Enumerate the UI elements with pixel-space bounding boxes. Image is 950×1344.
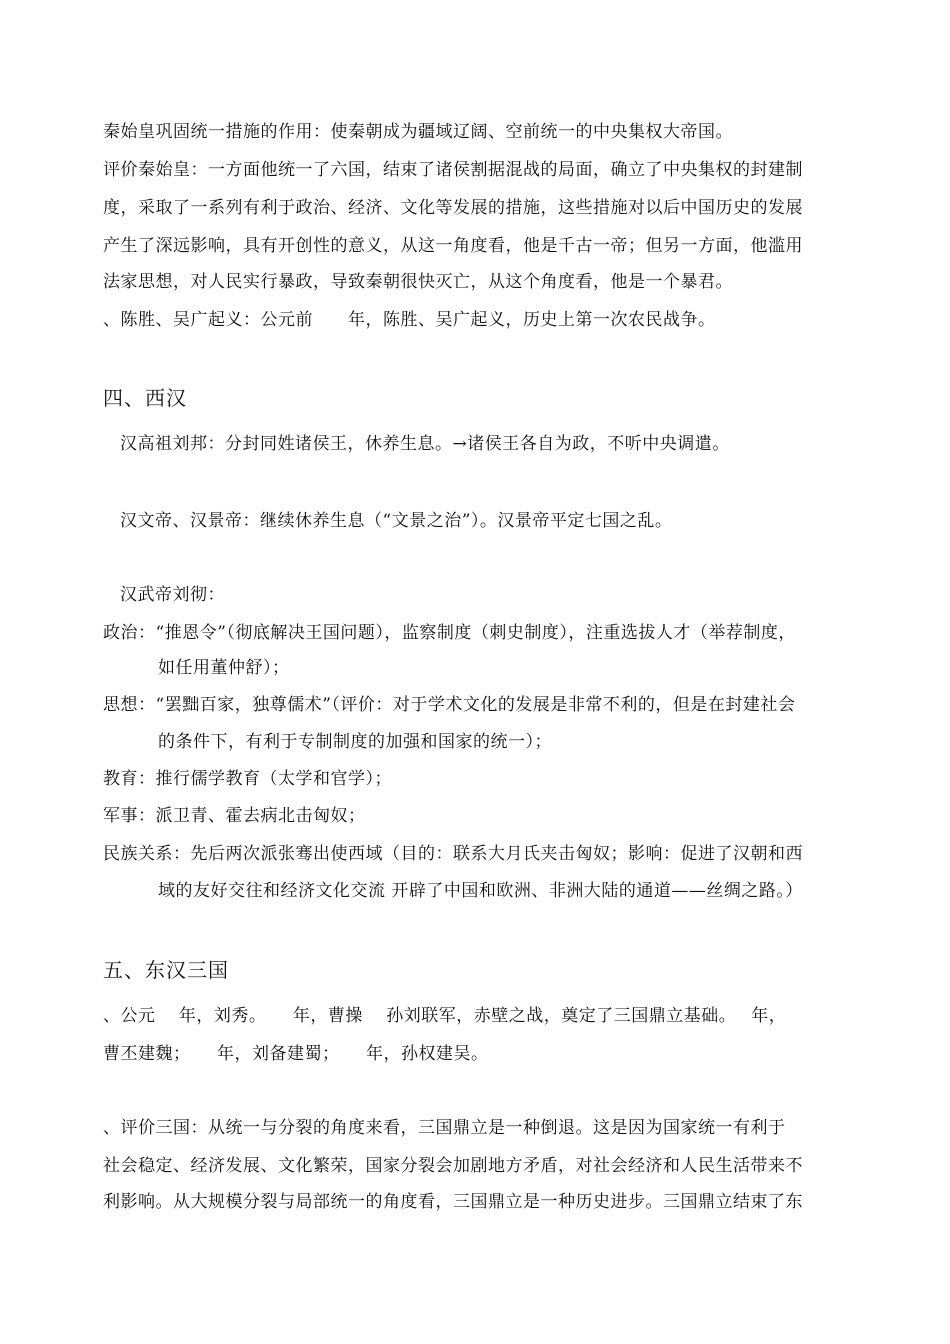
wudi-politics-line-1: 政治：“推恩令”（彻底解决王国问题），监察制度（刺史制度），注重选拔人才（举荐制度， — [103, 623, 796, 643]
section-heading-western-han: 四、西汉 — [103, 386, 187, 410]
wudi-politics-line-2: 如任用董仲舒）； — [158, 658, 290, 678]
qin-evaluation-line-4: 法家思想，对人民实行暴政，导致秦朝很快灭亡，从这个角度看，他是一个暴君。 — [103, 272, 733, 292]
three-kingdoms-evaluation-line-3: 利影响。从大规模分裂与局部统一的角度看，三国鼎立是一种历史进步。三国鼎立结束了东 — [103, 1192, 803, 1212]
wudi-military: 军事：派卫青、霍去病北击匈奴； — [103, 806, 366, 826]
wudi-thought-line-2: 的条件下，有利于专制制度的加强和国家的统一）； — [158, 732, 552, 752]
qin-measures-effect: 秦始皇巩固统一措施的作用：使秦朝成为疆域辽阔、空前统一的中央集权大帝国。 — [103, 122, 733, 142]
qin-evaluation-line-1: 评价秦始皇：一方面他统一了六国，结束了诸侯割据混战的局面，确立了中央集权的封建制 — [103, 160, 803, 180]
wudi-ethnic-line-2: 域的友好交往和经济文化交流 开辟了中国和欧洲、非洲大陆的通道——丝绸之路。） — [158, 881, 803, 901]
chen-wu-uprising: 、陈胜、吴广起义：公元前 年，陈胜、吴广起义，历史上第一次农民战争。 — [103, 310, 716, 330]
three-kingdoms-timeline-line-2: 曹丕建魏； 年，刘备建蜀； 年，孙权建吴。 — [103, 1044, 489, 1064]
three-kingdoms-evaluation-line-2: 社会稳定、经济发展、文化繁荣，国家分裂会加剧地方矛盾，对社会经济和人民生活带来不 — [103, 1156, 803, 1176]
three-kingdoms-evaluation-line-1: 、评价三国：从统一与分裂的角度来看，三国鼎立是一种倒退。这是因为国家统一有利于 — [103, 1118, 786, 1138]
wudi-thought-line-1: 思想：“罢黜百家，独尊儒术”（评价：对于学术文化的发展是非常不利的，但是在封建社会 — [103, 695, 796, 715]
qin-evaluation-line-2: 度，采取了一系列有利于政治、经济、文化等发展的措施，这些措施对以后中国历史的发展 — [103, 198, 803, 218]
qin-evaluation-line-3: 产生了深远影响，具有开创性的意义，从这一角度看，他是千古一帝；但另一方面，他滥用 — [103, 236, 803, 256]
section-heading-eastern-han-three-kingdoms: 五、东汉三国 — [103, 958, 229, 982]
three-kingdoms-timeline-line-1: 、公元 年，刘秀。 年，曹操 孙刘联军，赤壁之战，奠定了三国鼎立基础。 年， — [103, 1006, 787, 1026]
han-gaozu: 汉高祖刘邦：分封同姓诸侯王，休养生息。→诸侯王各自为政，不听中央调遣。 — [120, 434, 730, 454]
wudi-ethnic-line-1: 民族关系：先后两次派张骞出使西域（目的：联系大月氏夹击匈奴；影响：促进了汉朝和西 — [103, 844, 803, 864]
han-wen-jing: 汉文帝、汉景帝：继续休养生息（“文景之治”）。汉景帝平定七国之乱。 — [120, 511, 673, 531]
han-wudi-title: 汉武帝刘彻： — [120, 585, 225, 605]
wudi-education: 教育：推行儒学教育（太学和官学）； — [103, 769, 392, 789]
